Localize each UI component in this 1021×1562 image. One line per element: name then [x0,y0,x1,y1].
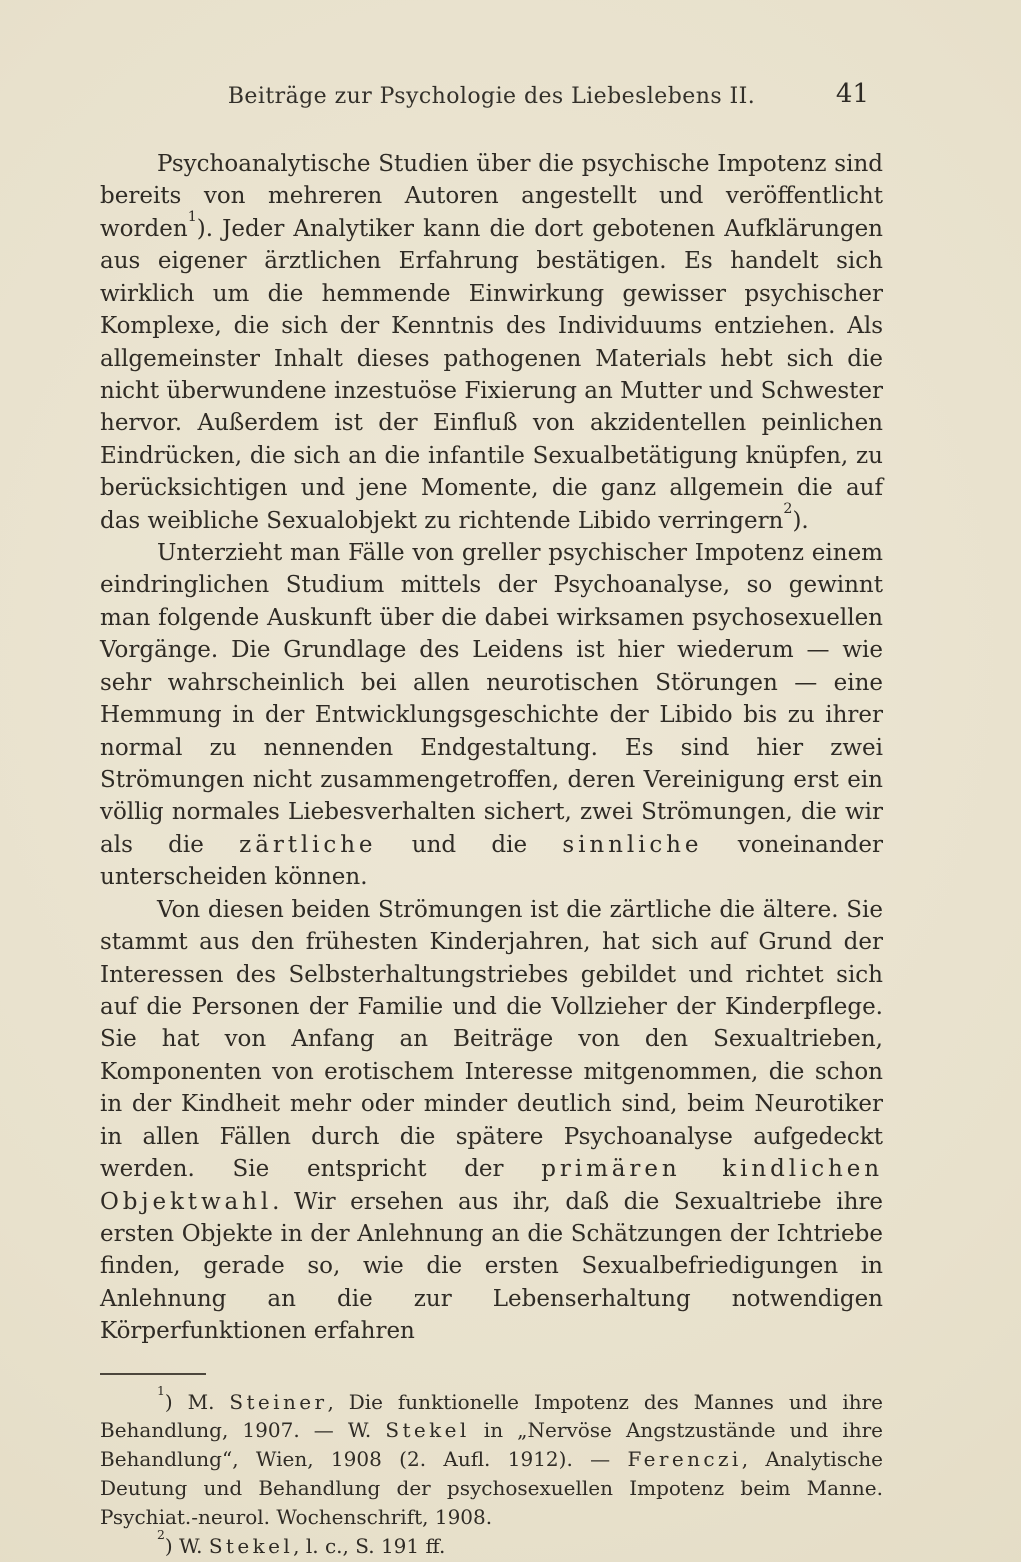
text-segment: ) M. [164,1389,230,1414]
author-name: Stekel [385,1418,470,1443]
paragraph-2 [100,537,883,894]
page-header [100,79,883,114]
running-title: Beiträge zur Psychologie des Liebeslebens II. [227,84,756,109]
footnotes-section [100,1383,883,1561]
text-segment: ). [792,507,809,534]
author-name: Ferenczi [627,1447,742,1472]
text-segment: in „Nervöse Angstzustände und ihre Behandlung“, Wien, 1908 (2. Aufl. 1912). — [100,1418,883,1472]
page-body [100,148,883,1348]
footnote-separator [100,1373,206,1375]
footnote-ref-1: 1 [187,208,197,225]
text-segment: voneinander unterscheiden können. [100,831,883,891]
text-segment: ). Jeder Analytiker kann die dort gebotenen Aufklärungen aus eigener ärztlichen Erfahrung bestätigen. Es handelt sich wirklich um die hemmende Einwirkung gewisser psychischer Komplexe, die sich der Kenntnis des Individuums entziehen. Als allgemeinster Inhalt dieses pathogenen Materials hebt sich die nicht überwundene inzestuöse Fixierung an Mutter und Schwester hervor. Außerdem ist der Einfluß von akzidentellen peinlichen Eindrücken, die sich an die infantile Sexualbetätigung knüpfen, zu berücksichtigen und jene Momente, die ganz allgemein die auf das weibliche Sexualobjekt zu richtende Libido verringern [100,215,883,534]
footnote-ref-2: 2 [783,500,793,517]
emphasized-text: zärtliche [239,831,377,858]
text-segment: Unterzieht man Fälle von greller psychischer Impotenz einem eindringlichen Studium mittels der Psychoanalyse, so gewinnt man folgende Auskunft über die dabei wirksamen psychosexuellen Vorgänge. Die Grundlage des Leidens ist hier wiederum — wie sehr wahrscheinlich bei allen neurotischen Störungen — eine Hemmung in der Entwicklungsgeschichte der Libido bis zu ihrer normal zu nennenden Endgestaltung. Es sind hier zwei Strömungen nicht zusammengetroffen, deren Vereinigung erst ein völlig normales Liebesverhalten sichert, zwei Strömungen, die wir als die [100,540,883,858]
emphasized-text: sinnliche [562,831,703,858]
footnote-1-marker: 1 [157,1383,165,1399]
text-segment: Psychoanalytische Studien über die psychische Impotenz sind bereits von mehreren Autoren angestellt und veröffentlicht worden [100,151,883,242]
text-segment: Von diesen beiden Strömungen ist die zärtliche die ältere. Sie stammt aus den frühesten Kinderjahren, hat sich auf Grund der Interessen des Selbsterhaltungstriebes gebildet und richtet sich auf die Personen der Familie und die Vollzieher der Kinderpflege. Sie hat von Anfang an Beiträge von den Sexualtrieben, Komponenten von erotischem Interesse mitgenommen, die schon in der Kindheit mehr oder minder deutlich sind, beim Neurotiker in allen Fällen durch die spätere Psychoanalyse aufgedeckt werden. Sie entspricht der [100,896,883,1183]
emphasized-text: primären kindlichen Objektwahl [100,1156,883,1215]
text-segment: , Die funktionelle Impotenz des Mannes und ihre Behandlung, 1907. — W. [100,1389,883,1443]
author-name: Steiner [229,1389,328,1414]
text-segment: , Analytische Deutung und Behandlung der psychosexuellen Impotenz beim Manne. Psychiat.-neurol. Wochenschrift, 1908. [100,1447,883,1529]
paragraph-1 [100,148,883,537]
page-number: 41 [835,79,869,109]
author-name: Stekel [208,1533,294,1558]
paragraph-3 [100,894,883,1348]
footnote-2-marker: 2 [157,1527,165,1543]
text-segment: und die [376,831,563,858]
text-segment: , l. c., S. 191 ff. [293,1533,446,1558]
text-segment: . Wir ersehen aus ihr, daß die Sexualtriebe ihre ersten Objekte in der Anlehnung an die Schätzungen der Ichtriebe finden, gerade so, wie die ersten Sexualbefriedigungen in Anlehnung an die zur Lebenserhaltung notwendigen Körperfunktionen erfahren [100,1188,883,1345]
text-segment: ) W. [164,1533,209,1558]
footnote-1 [100,1383,883,1532]
footnote-2 [100,1527,883,1561]
